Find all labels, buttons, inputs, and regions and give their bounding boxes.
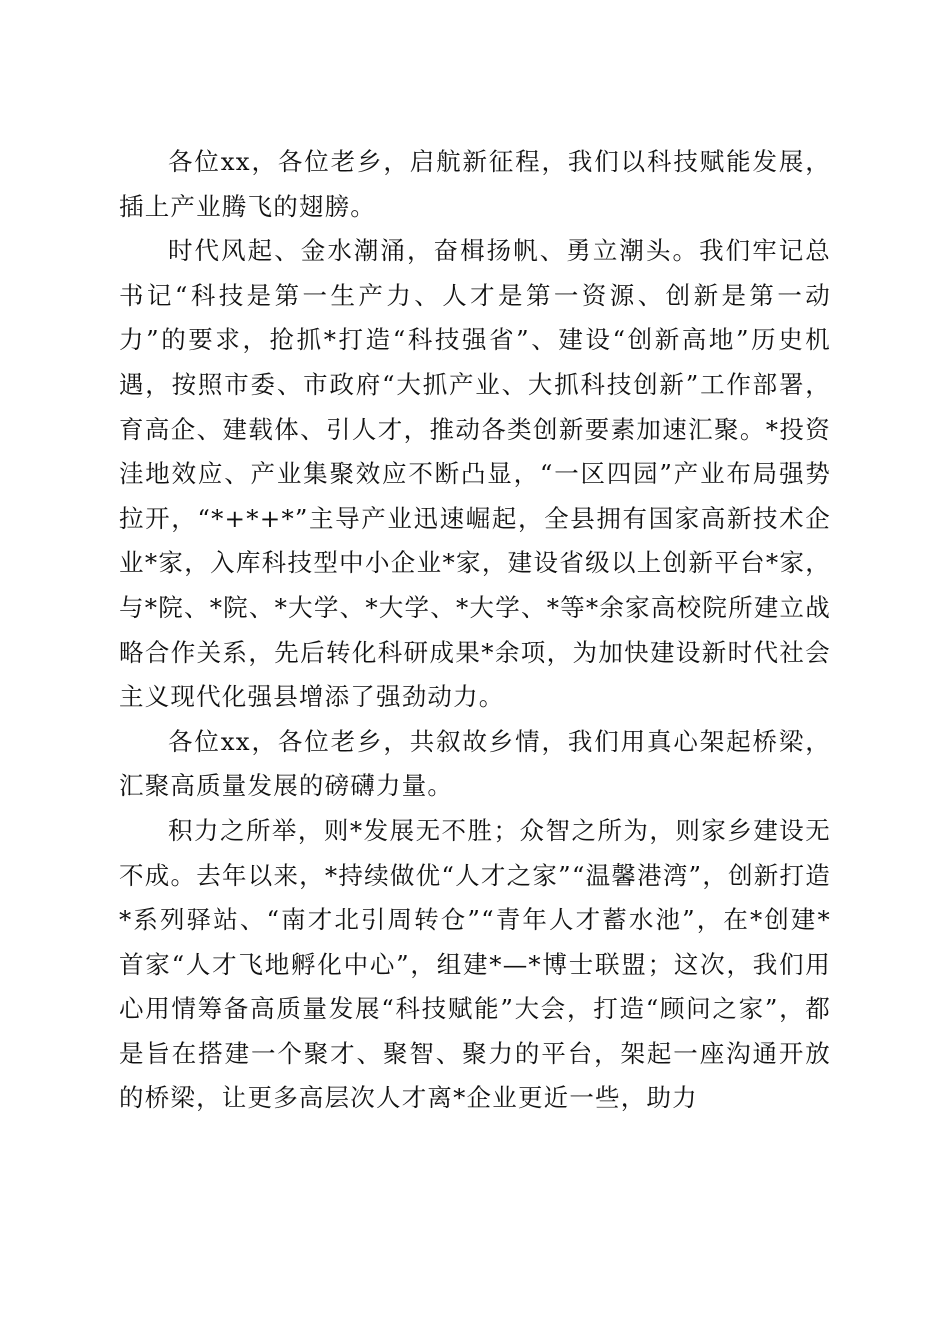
paragraph-3: 各位xx，各位老乡，共叙故乡情，我们用真心架起桥梁，汇聚高质量发展的磅礴力量。 bbox=[119, 726, 831, 801]
paragraph-2: 时代风起、金水潮涌，奋楫扬帆、勇立潮头。我们牢记总书记“科技是第一生产力、人才是第一资源、创新是第一动力”的要求，抢抓*打造“科技强省”、建设“创新高地”历史机遇，按照市委、市政府“大抓产业、大抓科技创新”工作部署，育高企、建载体、引人才，推动各类创新要素加速汇聚。*投资洼地效应、产业集聚效应不断凸显，“一区四园”产业布局强势拉开，“*+*+*”主导产业迅速崛起，全县拥有国家高新技术企业*家，入库科技型中小企业*家，建设省级以上创新平台*家，与*院、*院、*大学、*大学、*大学、*等*余家高校院所建立战略合作关系，先后转化科研成果*余项，为加快建设新时代社会主义现代化强县增添了强劲动力。 bbox=[119, 236, 831, 712]
paragraph-4: 积力之所举，则*发展无不胜；众智之所为，则家乡建设无不成。去年以来，*持续做优“人才之家”“温馨港湾”，创新打造*系列驿站、“南才北引周转仓”“青年人才蓄水池”，在*创建*首家“人才飞地孵化中心”，组建*—*博士联盟；这次，我们用心用情筹备高质量发展“科技赋能”大会，打造“顾问之家”，都是旨在搭建一个聚才、聚智、聚力的平台，架起一座沟通开放的桥梁，让更多高层次人才离*企业更近一些，助力 bbox=[119, 815, 831, 1113]
paragraph-1: 各位xx，各位老乡，启航新征程，我们以科技赋能发展，插上产业腾飞的翅膀。 bbox=[119, 147, 831, 221]
document-body bbox=[119, 140, 831, 1121]
